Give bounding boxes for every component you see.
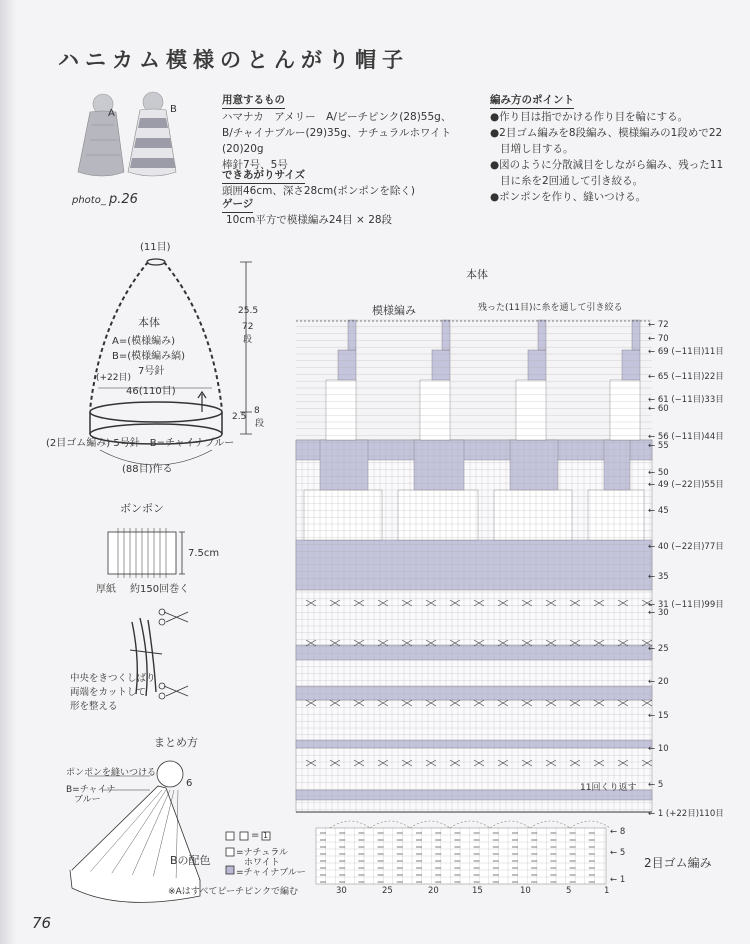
legend-note: ※Aはすべてピーチピンクで編む xyxy=(168,887,298,897)
point-line: ●ポンポンを作り、縫いつける。 xyxy=(490,191,647,203)
hat-top-count: (11目) xyxy=(140,242,171,253)
hat-a-icon xyxy=(78,94,124,176)
row-label: ← 1 (+22目)110目 xyxy=(648,809,724,819)
chart-title: 本体 xyxy=(466,268,488,281)
row-label: ← 55 xyxy=(648,441,669,451)
chart-tier xyxy=(538,320,546,350)
hat-cast-on: (88目)作る xyxy=(122,464,173,475)
rib-row-label: ← 8 xyxy=(610,827,626,837)
row-label: ← 49 (−22目)55目 xyxy=(648,480,724,490)
materials-heading: 用意するもの xyxy=(222,93,285,109)
finish-b1: B=チャイナ xyxy=(66,785,116,795)
chart-tier xyxy=(516,380,546,440)
pompom-step: 中央をきつくしばり xyxy=(70,673,156,684)
col-label: 10 xyxy=(520,886,531,896)
depth-body-rows: 72 xyxy=(242,322,254,332)
pompom-wrap: 約150回巻く xyxy=(130,584,190,595)
chart-tier xyxy=(326,380,356,440)
chart-tier xyxy=(304,490,382,540)
col-label: 1 xyxy=(604,886,610,896)
col-label: 20 xyxy=(428,886,439,896)
chart-tier xyxy=(610,380,640,440)
hat-b-label: B=(模様編み縞) xyxy=(112,351,186,362)
chart-band xyxy=(296,686,652,700)
pompom-step: 両端をカットして xyxy=(70,687,146,698)
hat-a-label: A=(模様編み) xyxy=(112,336,176,347)
col-label: 5 xyxy=(566,886,572,896)
legend-natural-2: ホワイト xyxy=(244,858,280,868)
repeat-arc xyxy=(570,821,610,828)
repeat-arc xyxy=(370,821,410,828)
hat-name: 本体 xyxy=(138,316,160,329)
chart-tier xyxy=(622,350,640,380)
row-label: ← 35 xyxy=(648,572,669,582)
depth-body-unit: 段 xyxy=(243,335,253,345)
row-label: ← 50 xyxy=(648,468,669,478)
chart-tier xyxy=(528,350,546,380)
col-label: 25 xyxy=(382,886,393,896)
page-title: ハニカム模様のとんがり帽子 xyxy=(58,48,409,72)
size-line: 頭囲46cm、深さ28cm(ポンポンを除く) xyxy=(222,185,415,197)
materials-line: B/チャイナブルー(29)35g、ナチュラルホワイト xyxy=(222,127,452,139)
photo-ref: photo_ p.26 xyxy=(72,192,138,207)
pompom-card-label: 厚紙 xyxy=(96,584,116,595)
chart-tier xyxy=(494,490,572,540)
chart-tier xyxy=(432,350,450,380)
repeat-arc xyxy=(450,821,490,828)
knitting-chart xyxy=(296,320,652,884)
depth-rib-unit: 段 xyxy=(255,419,265,429)
chart-repeat-note: 11回くり返す xyxy=(580,783,637,793)
chart-tier xyxy=(588,490,644,540)
repeat-arc xyxy=(410,821,450,828)
repeat-arc xyxy=(330,821,370,828)
photo-label-b: B xyxy=(170,104,177,115)
point-line: 目増し目する。 xyxy=(500,143,574,155)
materials-line: ハマナカ アメリー A/ピーチピンク(28)55g、 xyxy=(222,111,452,123)
hat-rib-line: (2目ゴム編み) 5号針 B=チャイナブルー xyxy=(46,438,235,449)
depth-rib: 2.5 xyxy=(232,412,247,422)
point-line: ●図のように分散減目をしながら編み、残った11 xyxy=(490,159,724,171)
row-label: ← 69 (−11目)11目 xyxy=(648,347,724,357)
point-line: ●2目ゴム編みを8段編み、模様編みの1段めで22 xyxy=(490,127,723,139)
hat-needle: 7号針 xyxy=(138,366,165,377)
legend-one: 1 xyxy=(263,831,269,840)
point-line: 目に糸を2回通して引き絞る。 xyxy=(500,175,644,187)
materials-line: (20)20g xyxy=(222,143,264,155)
row-label: ← 72 xyxy=(648,320,669,330)
hat-b-icon xyxy=(128,92,176,176)
chart-tier xyxy=(420,380,450,440)
row-label: ← 45 xyxy=(648,506,669,516)
row-label: ← 30 xyxy=(648,608,669,618)
depth-rib-rows: 8 xyxy=(254,406,260,416)
rib-row-label: ← 5 xyxy=(610,848,626,858)
row-label: ← 25 xyxy=(648,644,669,654)
row-label: ← 15 xyxy=(648,711,669,721)
col-label: 30 xyxy=(336,886,347,896)
finish-number: 6 xyxy=(186,778,193,789)
legend-china: =チャイナブルー xyxy=(236,868,306,878)
row-label: ← 56 (−11目)44目 xyxy=(648,432,724,442)
point-line: ●作り目は指でかける作り目を輪にする。 xyxy=(490,111,689,123)
legend-eq: = xyxy=(251,830,260,841)
legend-natural: =ナチュラル xyxy=(236,848,289,858)
pompom-height: 7.5cm xyxy=(188,548,220,559)
hat-width: 46(110目) xyxy=(126,386,176,397)
hat-increase: (+22目) xyxy=(96,373,132,383)
pompom-step: 形を整える xyxy=(70,701,118,712)
finish-sew: ポンポンを縫いつける xyxy=(66,768,157,778)
chart-remain-note: 残った(11目)に糸を通して引き絞る xyxy=(478,303,623,313)
row-label: ← 20 xyxy=(648,677,669,687)
chart-pattern-label: 模様編み xyxy=(372,304,416,317)
depth-body: 25.5 xyxy=(238,306,259,316)
row-label: ← 65 (−11目)22目 xyxy=(648,372,724,382)
row-label: ← 31 (−11目)99目 xyxy=(648,600,724,610)
gauge-heading: ゲージ xyxy=(222,197,253,213)
legend-title: Bの配色 xyxy=(170,854,211,867)
row-label: ← 40 (−22目)77目 xyxy=(648,542,724,552)
chart-rib-label: 2目ゴム編み xyxy=(644,856,712,870)
pompom-title: ボンポン xyxy=(120,502,164,515)
row-label: ← 10 xyxy=(648,744,669,754)
row-label: ← 70 xyxy=(648,334,669,344)
chart-band xyxy=(296,540,652,590)
chart-tier xyxy=(510,440,558,490)
row-label: ← 61 (−11目)33目 xyxy=(648,395,724,405)
rib-row-label: ← 1 xyxy=(610,875,626,885)
points-heading: 編み方のポイント xyxy=(490,93,574,109)
chart-band xyxy=(296,645,652,660)
row-label: ← 60 xyxy=(648,404,669,414)
finish-b2: ブルー xyxy=(74,795,101,805)
size-heading: できあがりサイズ xyxy=(222,168,305,184)
photo-label-a: A xyxy=(108,108,115,119)
chart-tier xyxy=(348,320,356,350)
chart-tier xyxy=(338,350,356,380)
chart-tier xyxy=(414,440,464,490)
chart-band xyxy=(296,740,652,748)
materials-line: 棒針7号、5号 xyxy=(222,159,288,171)
page-number: 76 xyxy=(32,914,52,932)
chart-tier xyxy=(632,320,640,350)
repeat-arc xyxy=(490,821,530,828)
col-label: 15 xyxy=(472,886,483,896)
chart-tier xyxy=(442,320,450,350)
finish-title: まとめ方 xyxy=(154,736,198,749)
row-label: ← 5 xyxy=(648,780,664,790)
repeat-arc xyxy=(530,821,570,828)
gauge-line: 10cm平方で模様編み24目 × 28段 xyxy=(226,214,393,226)
